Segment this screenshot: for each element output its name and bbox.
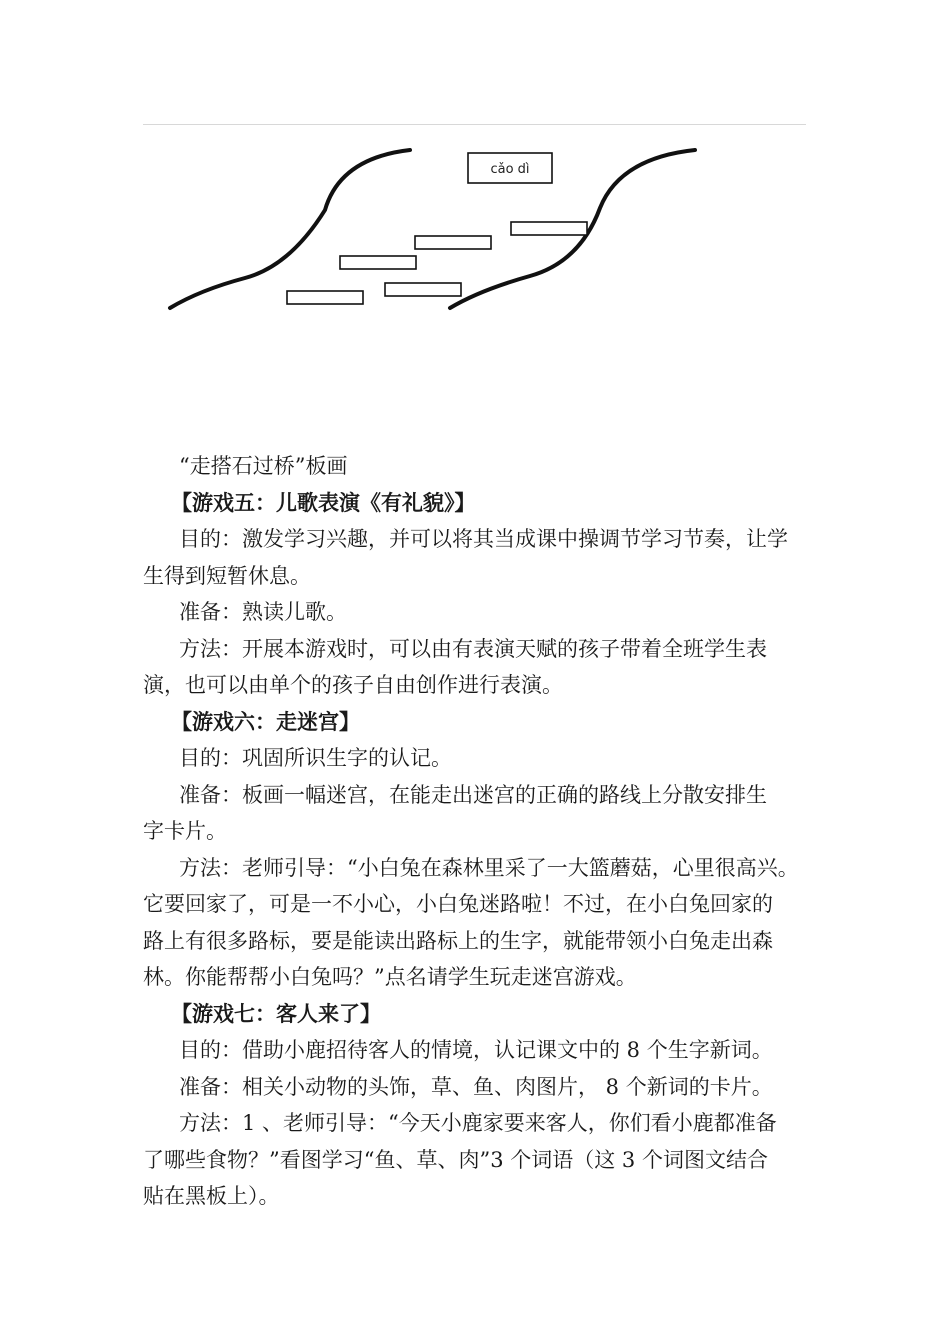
- stepping-stone: [415, 236, 491, 249]
- figure-caption: “走搭石过桥”板画: [179, 454, 348, 478]
- section-heading: 【游戏七：客人来了】: [171, 1000, 381, 1026]
- paragraph-line: 准备：板画一幅迷宫，在能走出迷宫的正确的路线上分散安排生: [179, 782, 767, 807]
- header-rule: [143, 124, 806, 125]
- paragraph-line: 演，也可以由单个的孩子自由创作进行表演。: [143, 673, 563, 697]
- paragraph-line: 准备：熟读儿歌。: [179, 600, 347, 624]
- stepping-stone-bridge-drawing: [160, 140, 720, 320]
- section-heading: 【游戏六：走迷宫】: [171, 708, 360, 734]
- section-heading: 【游戏五：儿歌表演《有礼貌》】: [171, 489, 476, 515]
- document-body: [143, 448, 823, 1215]
- paragraph-line: 了哪些食物？”看图学习“鱼、草、肉”3 个词语（这 3 个词图文结合: [143, 1147, 768, 1172]
- paragraph-line: 方法：1 、老师引导：“今天小鹿家要来客人，你们看小鹿都准备: [179, 1111, 777, 1135]
- paragraph-line: 方法：老师引导：“小白兔在森林里采了一大篮蘑菇，心里很高兴。: [179, 855, 799, 880]
- stepping-stone: [511, 222, 587, 235]
- paragraph-line: 目的：巩固所识生字的认记。: [179, 746, 452, 770]
- stepping-stone: [287, 291, 363, 304]
- paragraph-line: 字卡片。: [143, 819, 227, 843]
- pinyin-label: cǎo dì: [490, 162, 530, 177]
- paragraph-line: 路上有很多路标，要是能读出路标上的生字，就能带领小白兔走出森: [143, 928, 773, 953]
- paragraph-line: 目的：激发学习兴趣，并可以将其当成课中操调节学习节奏，让学: [179, 527, 788, 551]
- paragraph-line: 方法：开展本游戏时，可以由有表演天赋的孩子带着全班学生表: [179, 636, 767, 661]
- paragraph-line: 生得到短暂休息。: [143, 563, 311, 588]
- left-river-bank: [170, 150, 410, 308]
- paragraph-line: 林。你能帮帮小白兔吗？”点名请学生玩走迷宫游戏。: [143, 965, 637, 989]
- paragraph-line: 准备：相关小动物的头饰，草、鱼、肉图片， 8 个新词的卡片。: [179, 1074, 773, 1099]
- stepping-stone: [385, 283, 461, 296]
- paragraph-line: 贴在黑板上）。: [143, 1184, 280, 1208]
- stepping-stone: [340, 256, 416, 269]
- paragraph-line: 它要回家了，可是一不小心，小白兔迷路啦！不过，在小白兔回家的: [143, 892, 773, 916]
- paragraph-line: 目的：借助小鹿招待客人的情境，认记课文中的 8 个生字新词。: [179, 1038, 773, 1062]
